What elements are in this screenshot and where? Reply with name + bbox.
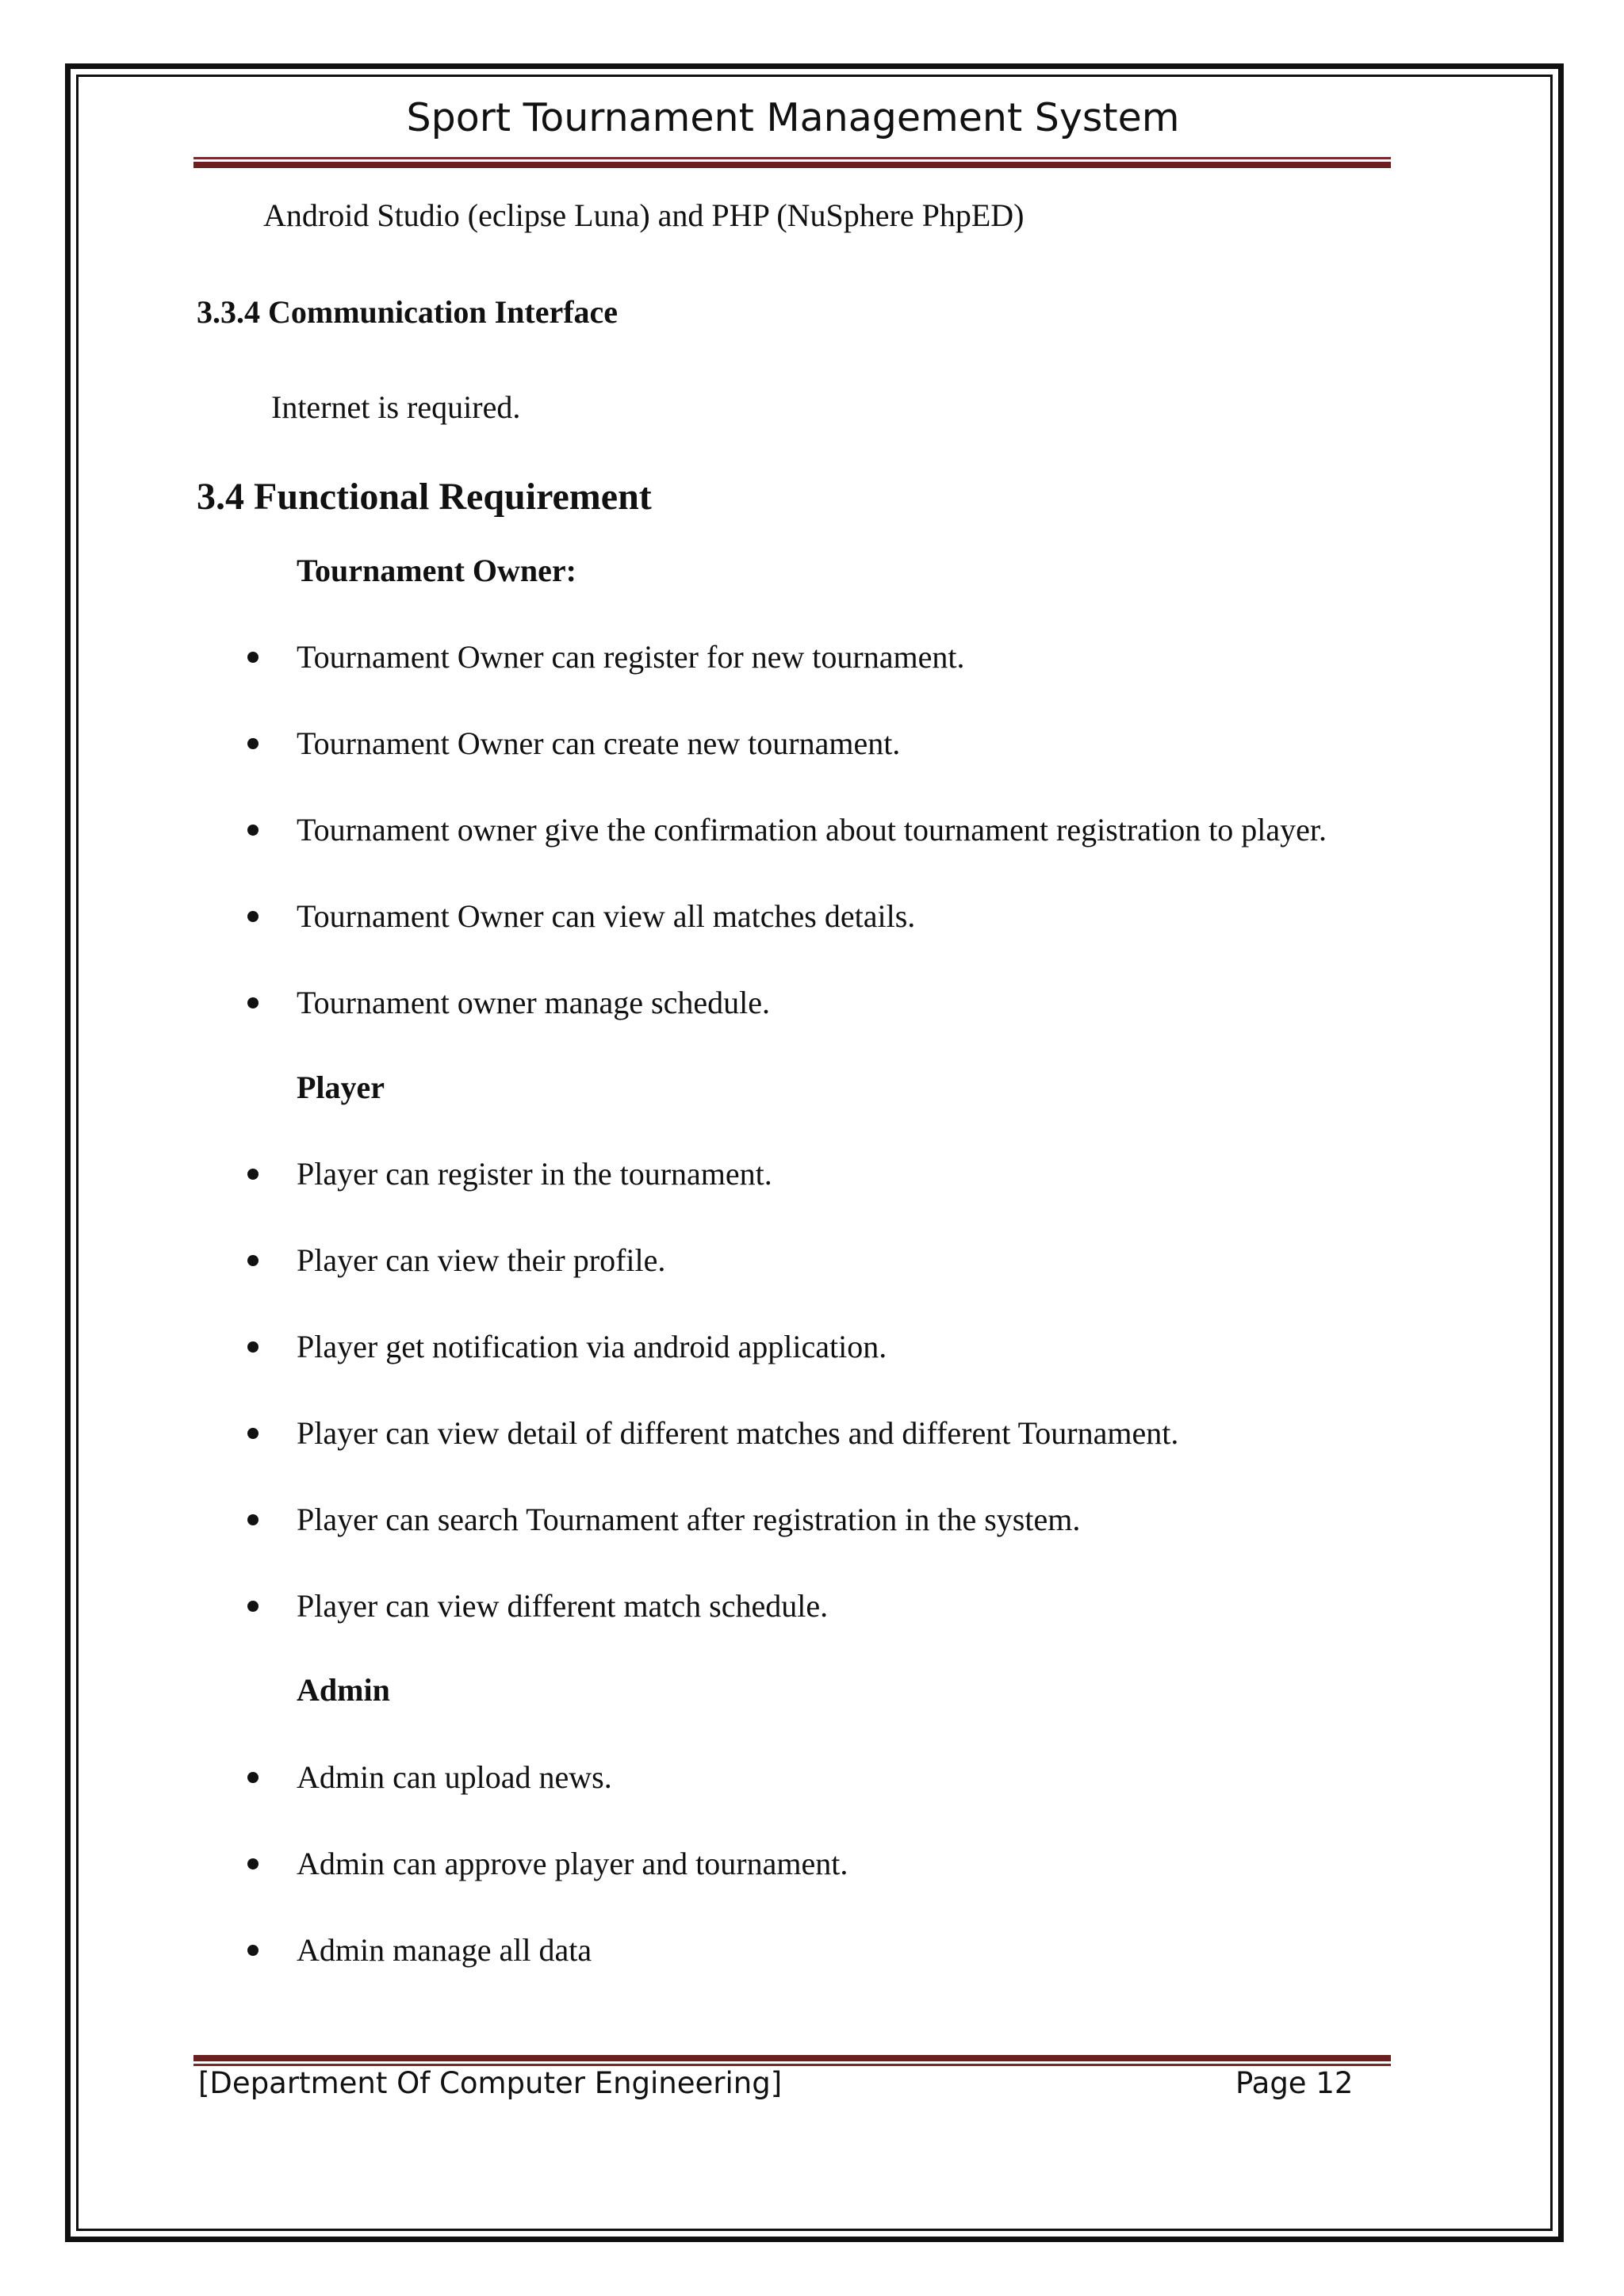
bullet-icon <box>247 1428 259 1439</box>
bullet-icon <box>247 1255 259 1266</box>
footer-page-number: Page 12 <box>1235 2066 1354 2100</box>
list-item: Player can view their profile. <box>297 1242 666 1278</box>
group-title-admin: Admin <box>297 1672 390 1708</box>
section-34-heading: 3.4 Functional Requirement <box>197 476 652 518</box>
list-item: Tournament Owner can register for new tournament. <box>297 639 965 675</box>
group-title-player: Player <box>297 1070 385 1105</box>
bullet-icon <box>247 1858 259 1869</box>
list-item: Player get notification via android application. <box>297 1329 887 1364</box>
bullet-icon <box>247 738 259 749</box>
list-item: Player can view different match schedule. <box>297 1588 829 1624</box>
bullet-icon <box>247 825 259 836</box>
list-item: Admin can upload news. <box>297 1759 612 1795</box>
intro-line: Android Studio (eclipse Luna) and PHP (NuSphere PhpED) <box>263 197 1025 233</box>
header-rule <box>193 157 1391 168</box>
footer-rule <box>193 2055 1391 2066</box>
section-334-heading: 3.3.4 Communication Interface <box>197 294 619 330</box>
bullet-icon <box>247 652 259 663</box>
section-334-text: Internet is required. <box>271 389 521 425</box>
list-item: Tournament owner give the confirmation about tournament registration to player. <box>297 812 1327 848</box>
bullet-icon <box>247 1601 259 1612</box>
list-item: Player can view detail of different matches and different Tournament. <box>297 1415 1179 1451</box>
footer-department: [Department Of Computer Engineering] <box>198 2066 783 2100</box>
bullet-icon <box>247 1945 259 1956</box>
list-item: Player can register in the tournament. <box>297 1156 772 1192</box>
bullet-icon <box>247 1341 259 1353</box>
page-header-title: Sport Tournament Management System <box>406 95 1180 140</box>
list-item: Tournament Owner can create new tournament. <box>297 725 901 761</box>
bullet-icon <box>247 1772 259 1783</box>
bullet-icon <box>247 911 259 922</box>
bullet-icon <box>247 1514 259 1525</box>
list-item: Admin can approve player and tournament. <box>297 1846 848 1881</box>
list-item: Admin manage all data <box>297 1932 592 1968</box>
list-item: Tournament owner manage schedule. <box>297 985 770 1020</box>
bullet-icon <box>247 997 259 1008</box>
list-item: Tournament Owner can view all matches details. <box>297 898 916 934</box>
group-title-tournament-owner: Tournament Owner: <box>297 553 576 588</box>
bullet-icon <box>247 1169 259 1180</box>
list-item: Player can search Tournament after registration in the system. <box>297 1502 1081 1537</box>
